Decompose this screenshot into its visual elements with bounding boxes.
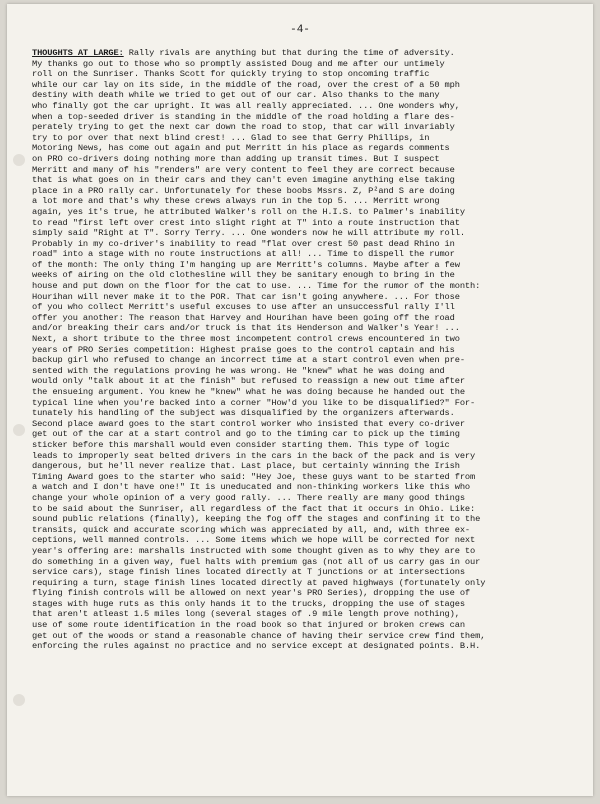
article-line: when a top-seeded driver is standing in the middle of the road holding a flare des-	[32, 111, 455, 122]
article-line: My thanks go out to those who so promptly assisted Doug and me after our untimely	[32, 58, 445, 69]
punch-hole	[13, 154, 25, 166]
article-line: requiring a turn, stage finish lines located directly at paved highways (fortunately only	[32, 577, 486, 588]
article-line: perately trying to get the next car down the road to stop, that car will invariably	[32, 122, 455, 133]
article-line: transits, quick and accurate scoring which was appreciated by all, and, with three ex-	[32, 524, 471, 535]
article-line: roll on the Sunriser. Thanks Scott for quickly trying to stop oncoming traffic	[32, 69, 430, 80]
article-line: use of some route identification in the road book so that injured or broken crews can	[32, 620, 465, 631]
article-line	[32, 48, 584, 59]
article-line: flying finish controls will be allowed on next year's PRO Series), dropping the use of	[32, 588, 471, 599]
article-line: Motoring News, has come out again and put Merritt in his place as regards comments	[32, 143, 450, 154]
article-line: typical line when you're backed into a corner "How'd you like to be disqualified?" For-	[32, 397, 476, 408]
article-line: a watch and I don't have one!" It is uneducated and non-thinking workers like this who	[32, 482, 471, 493]
article-line: simply said "Right at T". Sorry Terry. ... One wonders now he will attribute my roll.	[32, 228, 465, 239]
article-line: try to por over that next blind crest! ... Glad to see that Gerry Phillips, in	[32, 132, 430, 143]
article-heading: THOUGHTS AT LARGE:	[32, 48, 124, 58]
article-line-text: Rally rivals are anything but that during the time of adversity.	[128, 48, 455, 58]
article-line: a lot more and that's why these crews always run in the top 5. ... Merritt wrong	[32, 196, 440, 207]
article-line: get out of the car at a start control and go to the timing car to pick up the timing	[32, 429, 460, 440]
article-line: the ensueing argument. You knew he "knew" what he was doing because he handed out the	[32, 387, 465, 397]
article-line: place in a PRO rally car. Unfortunately for these boobs Mssrs. Z, P²and S are doing	[32, 185, 455, 196]
article-line: Merritt and many of his "renders" are very content to feel they are correct because	[32, 164, 455, 175]
punch-hole	[13, 424, 25, 436]
punch-hole	[13, 694, 25, 706]
article-line: backup girl who refused to change an incorrect time at a start control even when pre-	[32, 355, 465, 366]
article-line: Timing Award goes to the starter who said: "Hey Joe, these guys want to be started from	[32, 471, 476, 482]
article-line: tunately his handling of the subject was disqualified by the organizers afterwards.	[32, 408, 455, 419]
article-line: and/or breaking their cars and/or truck is that its Henderson and Walker's Year! ...	[32, 323, 460, 334]
article-line: again, yes it's true, he attributed Walker's roll on the H.I.S. to Palmer's inability	[32, 206, 465, 217]
article-line: on PRO co-drivers doing nothing more than adding up transit times. But I suspect	[32, 153, 440, 164]
article-line: service cars), stage finish lines located directly at T junctions or at intersections	[32, 567, 465, 578]
article-line: sticker before this marshall would even consider starting them. This type of logic	[32, 439, 450, 450]
article-line: destiny with death while we tried to get out of our car. Also thanks to the many	[32, 90, 440, 101]
article-line: of the month: The only thing I'm hanging up are Merritt's columns. Maybe after a few	[32, 259, 460, 270]
article-line: road" into a stage with no route instructions at all! ... Time to dispell the rumor	[32, 249, 455, 260]
article-line: stages with huge ruts as this only hands it to the trucks, dropping the use of stages	[32, 598, 465, 609]
article-line: sound public relations (finally), keeping the fog off the stages and confining it to the	[32, 514, 481, 525]
article-line: house and put down on the floor for the cat to use. ... Time for the rumor of the month:	[32, 281, 481, 292]
article-line: of you who collect Merritt's useful excuses to use after an unsuccessful rally I'll	[32, 302, 455, 313]
article-line: do something in a given way, fuel halts with premium gas (not all of us carry gas in our	[32, 556, 481, 567]
document-page	[7, 4, 593, 796]
article-line: who finally got the car upright. It was all really appreciated. ... One wonders why,	[32, 100, 460, 111]
article-line: dangerous, but he'll never realize that. Last place, but certainly winning the Irish	[32, 461, 460, 472]
article-line: Hourihan will never make it to the POR. That car isn't going anywhere. ... For those	[32, 291, 460, 302]
article-body	[32, 48, 584, 652]
article-line: Next, a short tribute to the three most incompetent control crews encountered in two	[32, 334, 460, 345]
article-line: would only "talk about it at the finish" but refused to reassign a new out time after	[32, 376, 465, 387]
article-line: to read "first left over crest into slight right at T" into a route instruction that	[32, 217, 460, 228]
article-line: that is what goes on in their cars and they can't even imagine anything else taking	[32, 175, 455, 186]
article-line: Second place award goes to the start control worker who insisted that every co-driver	[32, 418, 465, 429]
article-line: years of PRO Series competition: Highest praise goes to the control captain and his	[32, 344, 455, 355]
article-line: enforcing the rules against no practice and no service except at designated points. B.H.	[32, 641, 481, 652]
article-line: Probably in my co-driver's inability to read "flat over crest 50 past dead Rhino in	[32, 238, 455, 249]
article-line: while our car lay on its side, in the middle of the road, over the crest of a 50 mph	[32, 79, 460, 90]
article-line: ceptions, well manned controls. ... Some items which we hope will be corrected for next	[32, 535, 476, 546]
article-line: weeks of airing on the old clothesline will they be sanitary enough to bring in the	[32, 270, 455, 281]
article-line: change your whole opinion of a very good rally. ... There really are many good things	[32, 492, 465, 503]
page-number: -4-	[290, 24, 310, 36]
article-line: year's offering are: marshalls instructed with some thought given as to why they are to	[32, 545, 476, 556]
article-line: get out of the woods or stand a reasonable chance of having their service crew find them,	[32, 630, 486, 641]
article-line: to be said about the Sunriser, all regardless of the fact that it occurs in Ohio. Like:	[32, 503, 476, 514]
article-line: sented with the regulations proving he was wrong. He "knew" what he was doing and	[32, 365, 445, 376]
article-line: offer you another: The reason that Harvey and Hourihan have been going off the road	[32, 312, 455, 323]
article-line: that aren't atleast 1.5 miles long (several stages of .9 mile length prove nothing),	[32, 609, 460, 620]
article-line: leads to improperly seat belted drivers in the cars in the back of the pack and is very	[32, 450, 476, 461]
